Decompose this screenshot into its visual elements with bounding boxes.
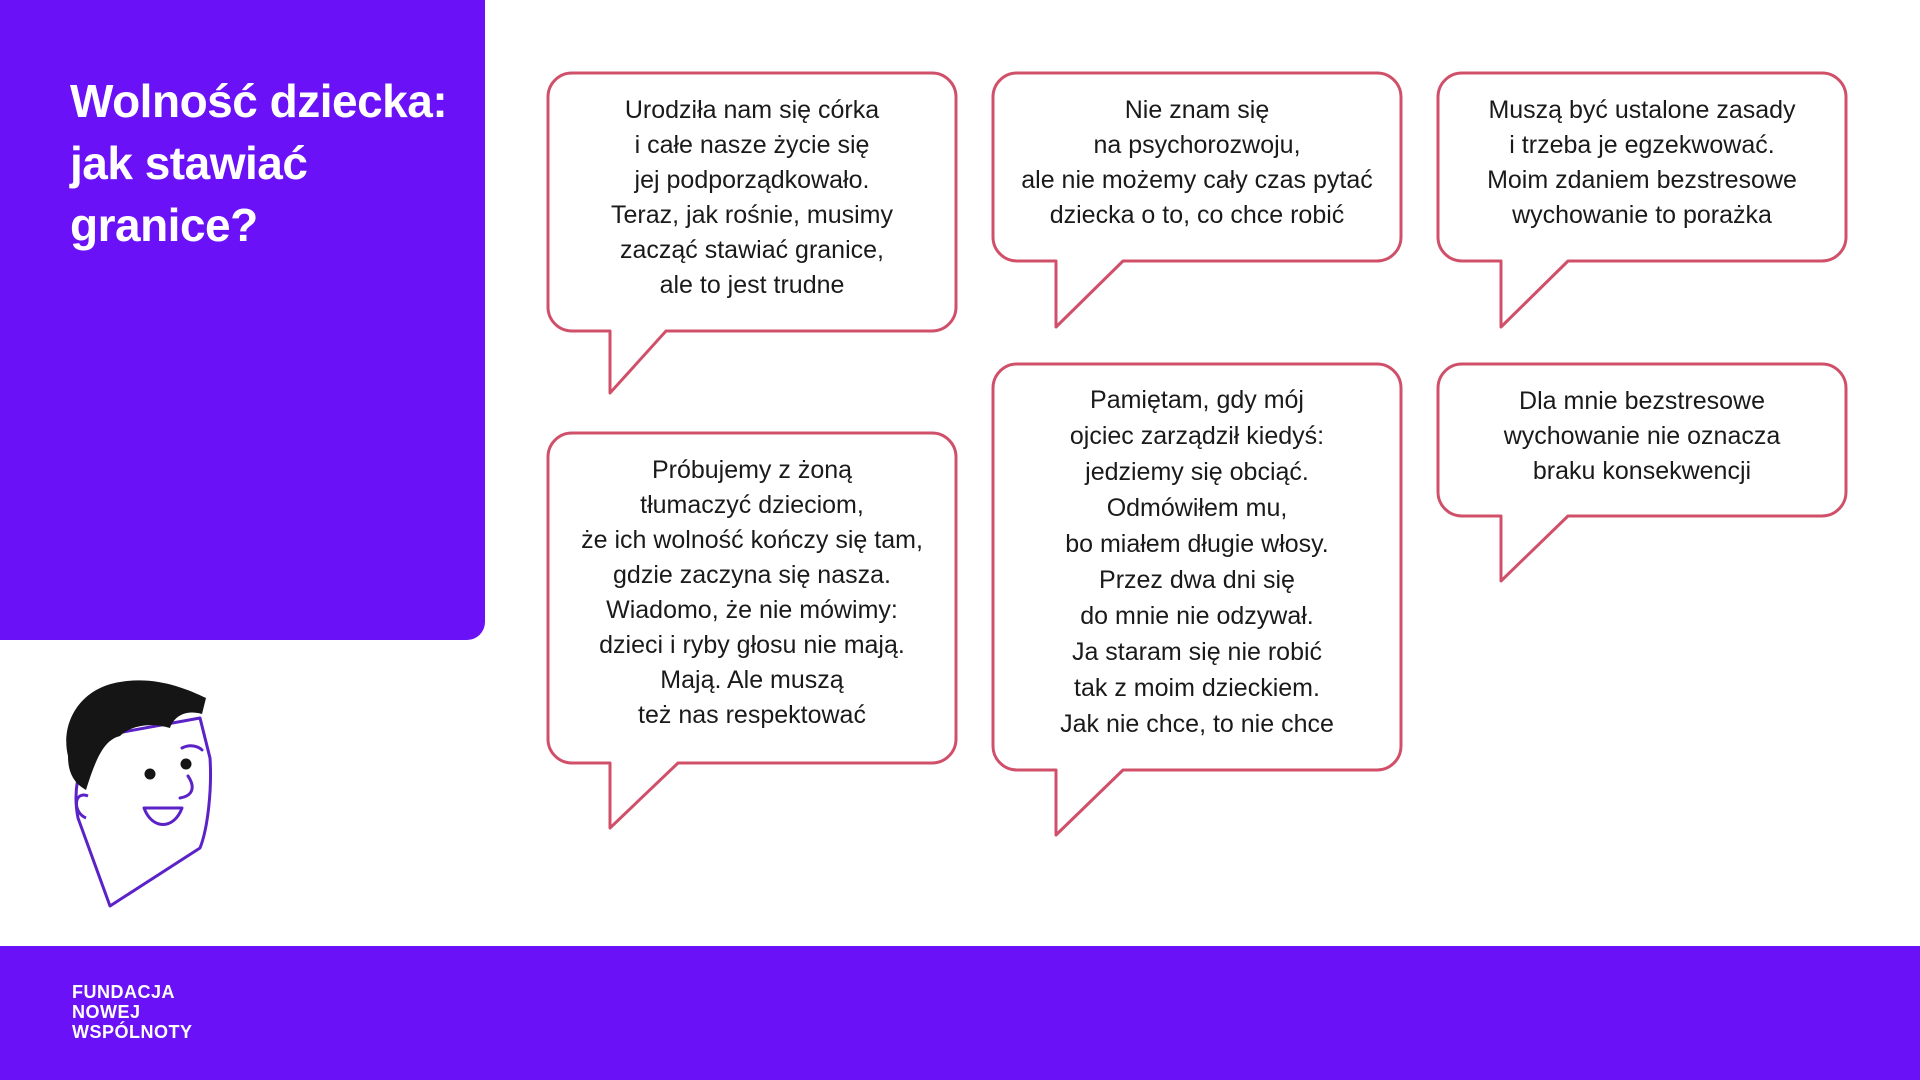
bubble-quote bbox=[1436, 384, 1848, 489]
quote-line: dzieci i ryby głosu nie mają. bbox=[599, 631, 905, 659]
bubble-quote bbox=[991, 382, 1403, 742]
quote-line: do mnie nie odzywał. bbox=[1080, 602, 1314, 630]
speech-bubble bbox=[546, 431, 958, 830]
quote-line: jej podporządkowało. bbox=[634, 166, 870, 194]
quote-line: Próbujemy z żoną bbox=[651, 456, 853, 484]
title-line: Wolność dziecka: bbox=[70, 75, 448, 127]
page-title bbox=[70, 70, 470, 256]
quote-line: gdzie zaczyna się nasza. bbox=[613, 561, 891, 589]
quote-line: Moim zdaniem bezstresowe bbox=[1487, 166, 1797, 194]
bubble-quote bbox=[1436, 93, 1848, 233]
foundation-logo bbox=[72, 982, 193, 1042]
footer-bar bbox=[0, 946, 1920, 1080]
quote-line: ale to jest trudne bbox=[659, 271, 845, 299]
quote-line: wychowanie nie oznacza bbox=[1503, 422, 1781, 450]
quote-line: jedziemy się obciąć. bbox=[1085, 458, 1309, 486]
quote-line: Odmówiłem mu, bbox=[1106, 494, 1288, 522]
logo-line: NOWEJ bbox=[72, 1002, 141, 1022]
title-line: granice? bbox=[70, 199, 258, 251]
logo-line: WSPÓLNOTY bbox=[72, 1022, 193, 1042]
quote-line: że ich wolność kończy się tam, bbox=[581, 526, 923, 554]
speech-bubble bbox=[1436, 362, 1848, 583]
quote-line: Mają. Ale muszą bbox=[660, 666, 844, 694]
quote-line: Teraz, jak rośnie, musimy bbox=[610, 201, 894, 229]
smiling-man-avatar-icon bbox=[60, 678, 220, 918]
logo-line: FUNDACJA bbox=[72, 982, 175, 1002]
quote-line: Dla mnie bezstresowe bbox=[1519, 387, 1765, 415]
quote-line: Nie znam się bbox=[1124, 96, 1270, 124]
quote-line: tak z moim dzieckiem. bbox=[1074, 674, 1320, 702]
quote-line: Przez dwa dni się bbox=[1099, 566, 1295, 594]
speech-bubble bbox=[991, 362, 1403, 837]
quote-line: i całe nasze życie się bbox=[634, 131, 870, 159]
title-line: jak stawiać bbox=[70, 137, 308, 189]
quote-line: też nas respektować bbox=[638, 701, 866, 729]
quote-line: dziecka o to, co chce robić bbox=[1049, 201, 1345, 229]
quote-line: Jak nie chce, to nie chce bbox=[1060, 710, 1334, 738]
quote-line: zacząć stawiać granice, bbox=[619, 236, 884, 264]
quote-line: wychowanie to porażka bbox=[1512, 201, 1772, 229]
bubble-quote bbox=[546, 93, 958, 303]
quote-line: na psychorozwoju, bbox=[1093, 131, 1301, 159]
quote-line: bo miałem długie włosy. bbox=[1065, 530, 1329, 558]
quote-line: Wiadomo, że nie mówimy: bbox=[606, 596, 898, 624]
quote-line: Pamiętam, gdy mój bbox=[1090, 386, 1304, 414]
quote-line: braku konsekwencji bbox=[1532, 457, 1752, 485]
title-panel bbox=[0, 0, 485, 640]
quote-line: Muszą być ustalone zasady bbox=[1488, 96, 1796, 124]
quote-line: tłumaczyć dzieciom, bbox=[640, 491, 864, 519]
quote-line: ale nie możemy cały czas pytać bbox=[1021, 166, 1373, 194]
speech-bubble bbox=[1436, 71, 1848, 329]
bubble-quote bbox=[991, 93, 1403, 233]
quote-line: Urodziła nam się córka bbox=[624, 96, 880, 124]
bubble-quote bbox=[546, 453, 958, 733]
speech-bubble bbox=[991, 71, 1403, 329]
quote-line: ojciec zarządził kiedyś: bbox=[1069, 422, 1325, 450]
speech-bubble bbox=[546, 71, 958, 395]
quote-line: i trzeba je egzekwować. bbox=[1509, 131, 1775, 159]
quote-line: Ja staram się nie robić bbox=[1071, 638, 1323, 666]
